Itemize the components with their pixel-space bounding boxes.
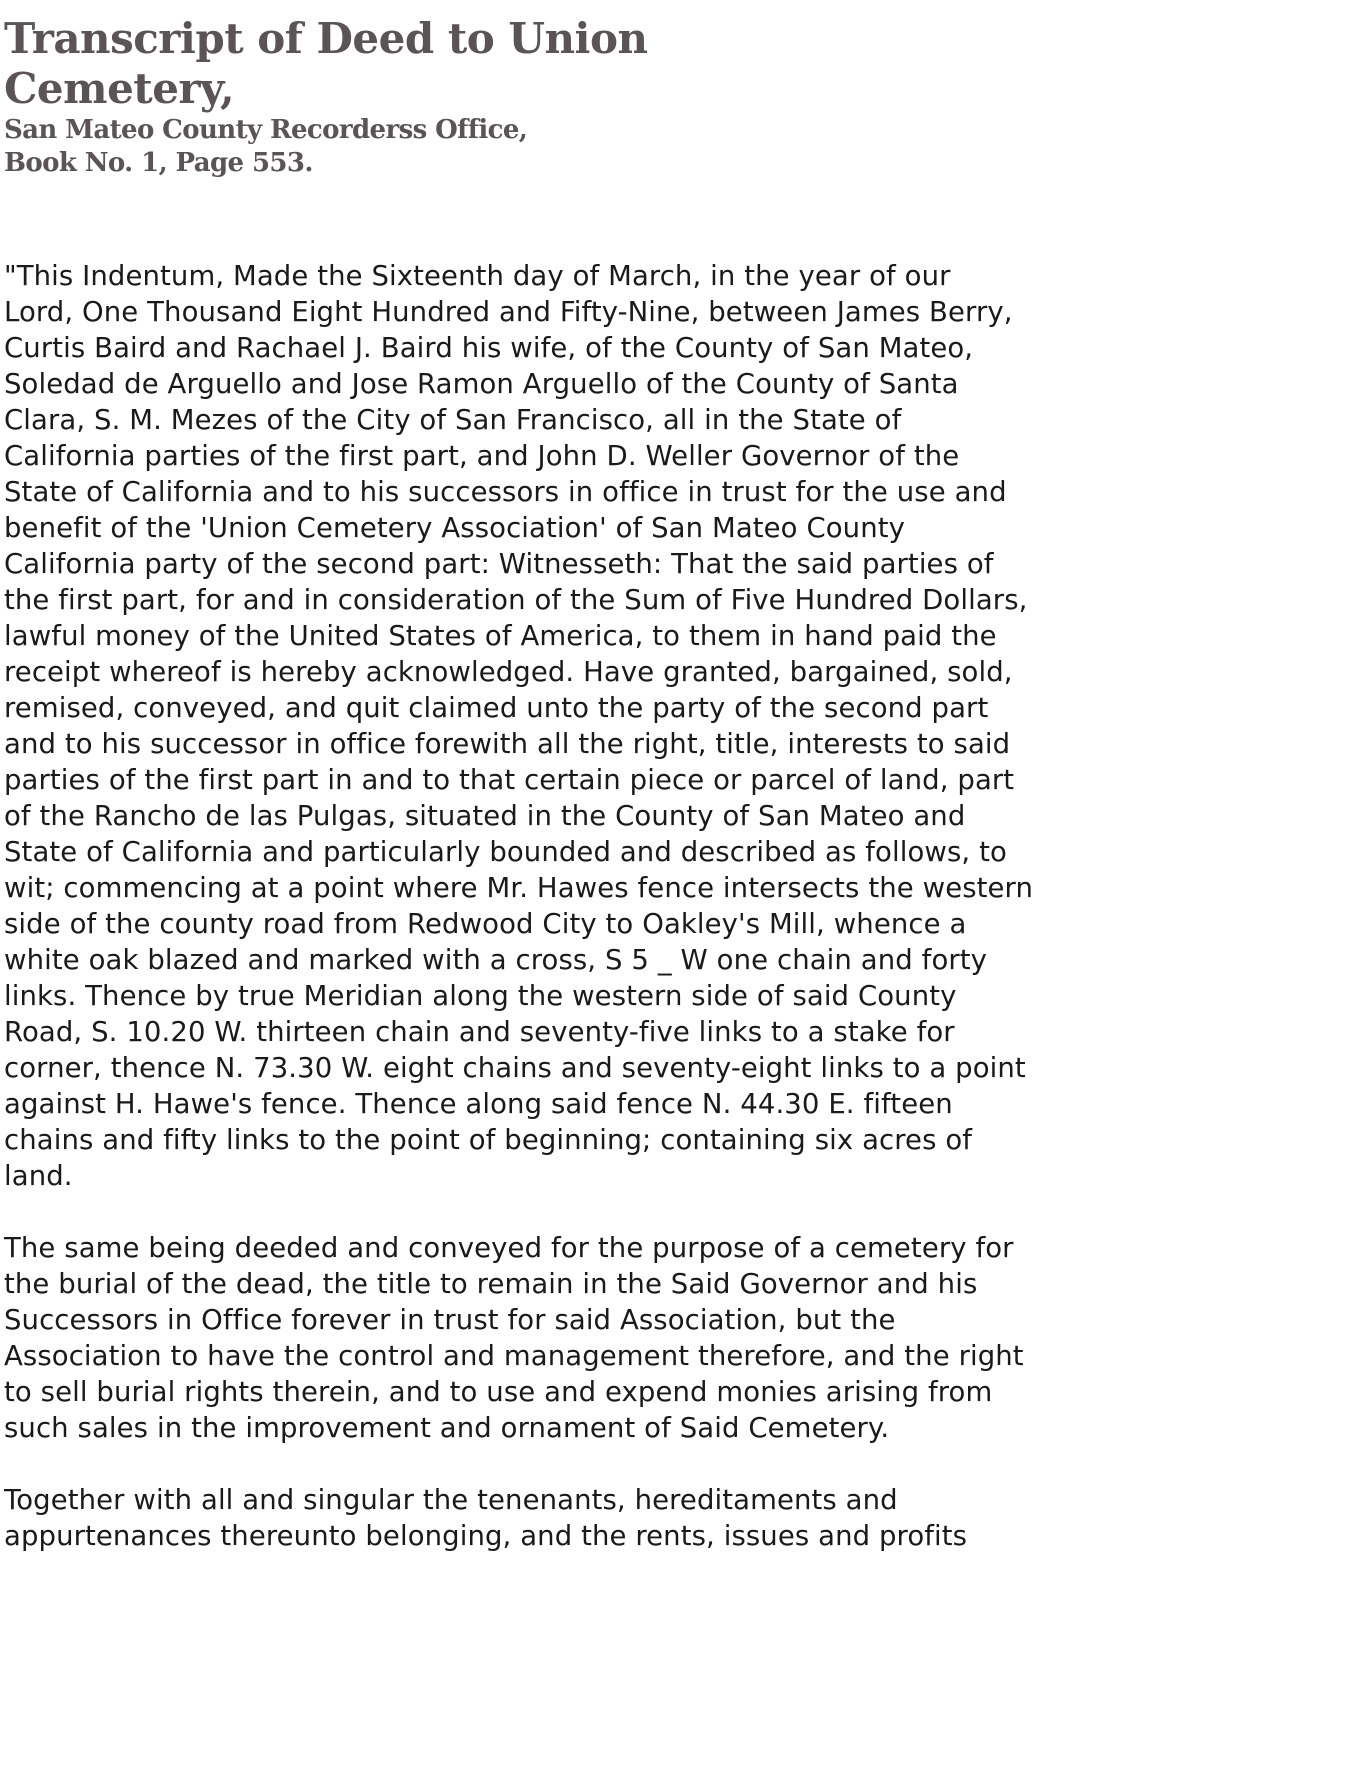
text-line: such sales in the improvement and ornament of Said Cemetery. <box>4 1412 890 1444</box>
text-line: parties of the first part in and to that certain piece or parcel of land, part <box>4 764 1015 796</box>
paragraph-2 <box>4 1230 1334 1446</box>
text-line: remised, conveyed, and quit claimed unto the party of the second part <box>4 692 989 724</box>
text-line: land. <box>4 1160 73 1192</box>
text-line: State of California and to his successors in office in trust for the use and <box>4 476 1007 508</box>
text-line: California party of the second part: Witnesseth: That the said parties of <box>4 548 994 580</box>
title-line-1: Transcript of Deed to Union <box>4 14 648 63</box>
text-line: "This Indentum, Made the Sixteenth day of March, in the year of our <box>4 260 951 292</box>
document-heading <box>4 14 648 180</box>
text-line: the burial of the dead, the title to remain in the Said Governor and his <box>4 1268 978 1300</box>
text-line: Soledad de Arguello and Jose Ramon Arguello of the County of Santa <box>4 368 959 400</box>
text-line: appurtenances thereunto belonging, and the rents, issues and profits <box>4 1520 968 1552</box>
text-line: Successors in Office forever in trust for said Association, but the <box>4 1304 896 1336</box>
text-line: links. Thence by true Meridian along the western side of said County <box>4 980 957 1012</box>
text-line: Road, S. 10.20 W. thirteen chain and seventy-five links to a stake for <box>4 1016 955 1048</box>
text-line: The same being deeded and conveyed for the purpose of a cemetery for <box>4 1232 1014 1264</box>
document-body <box>4 258 1334 1590</box>
text-line: Curtis Baird and Rachael J. Baird his wife, of the County of San Mateo, <box>4 332 974 364</box>
text-line: chains and fifty links to the point of beginning; containing six acres of <box>4 1124 973 1156</box>
text-line: of the Rancho de las Pulgas, situated in the County of San Mateo and <box>4 800 966 832</box>
paragraph-1 <box>4 258 1334 1194</box>
text-line: Together with all and singular the tenenants, hereditaments and <box>4 1484 898 1516</box>
text-line: State of California and particularly bounded and described as follows, to <box>4 836 1007 868</box>
text-line: and to his successor in office forewith all the right, title, interests to said <box>4 728 1011 760</box>
subtitle-line-1: San Mateo County Recorderss Office, <box>4 115 528 145</box>
title-line-2: Cemetery, <box>4 64 235 113</box>
text-line: receipt whereof is hereby acknowledged. Have granted, bargained, sold, <box>4 656 1013 688</box>
text-line: corner, thence N. 73.30 W. eight chains and seventy-eight links to a point <box>4 1052 1026 1084</box>
paragraph-3 <box>4 1482 1334 1554</box>
text-line: white oak blazed and marked with a cross, S 5 _ W one chain and forty <box>4 944 988 976</box>
text-line: Lord, One Thousand Eight Hundred and Fifty-Nine, between James Berry, <box>4 296 1013 328</box>
text-line: side of the county road from Redwood City to Oakley's Mill, whence a <box>4 908 967 940</box>
subtitle-line-2: Book No. 1, Page 553. <box>4 148 313 178</box>
text-line: wit; commencing at a point where Mr. Hawes fence intersects the western <box>4 872 1033 904</box>
text-line: Association to have the control and management therefore, and the right <box>4 1340 1024 1372</box>
text-line: to sell burial rights therein, and to use and expend monies arising from <box>4 1376 993 1408</box>
text-line: lawful money of the United States of America, to them in hand paid the <box>4 620 997 652</box>
text-line: California parties of the first part, and John D. Weller Governor of the <box>4 440 960 472</box>
text-line: Clara, S. M. Mezes of the City of San Francisco, all in the State of <box>4 404 902 436</box>
text-line: benefit of the 'Union Cemetery Association' of San Mateo County <box>4 512 905 544</box>
text-line: against H. Hawe's fence. Thence along said fence N. 44.30 E. fifteen <box>4 1088 953 1120</box>
text-line: the first part, for and in consideration of the Sum of Five Hundred Dollars, <box>4 584 1028 616</box>
